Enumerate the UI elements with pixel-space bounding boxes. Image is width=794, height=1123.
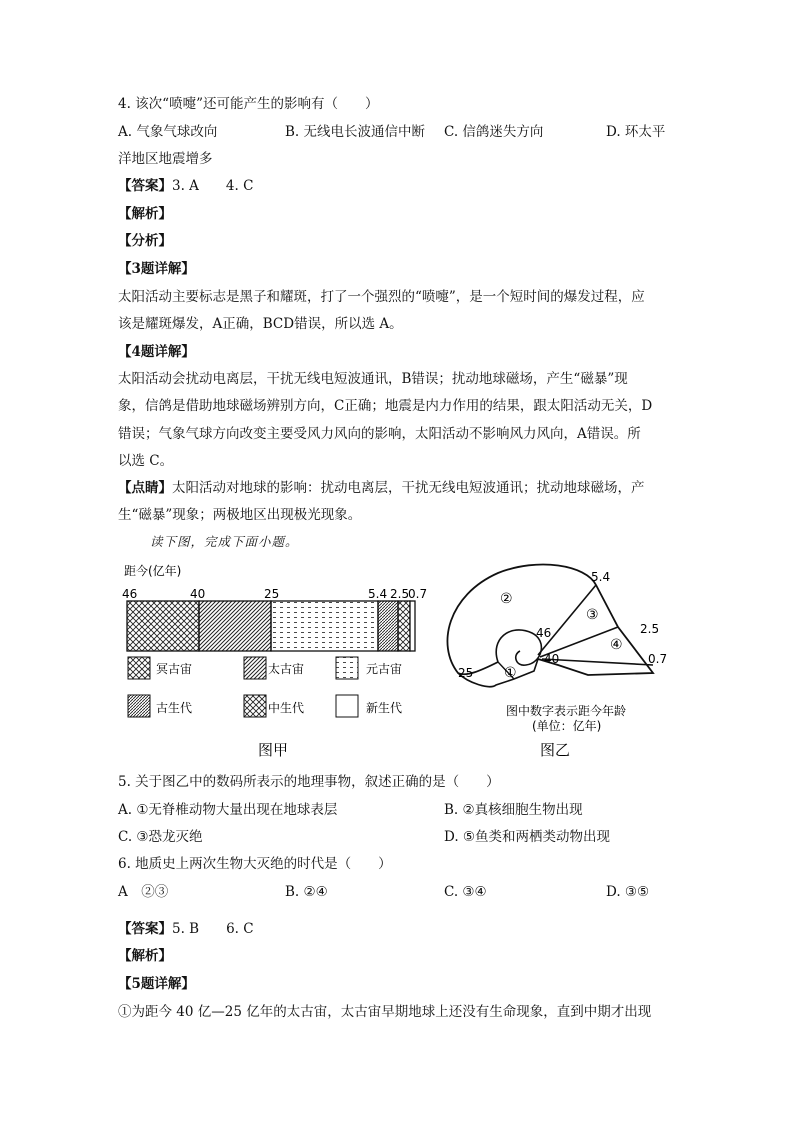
q6-option-d: D. ③⑤ [606,884,650,900]
legend-swatch-xinsheng [336,695,358,717]
figure-svg [118,555,688,765]
jia-tick-25: 25 [264,587,280,601]
jia-tick-0.7: 0.7 [408,587,428,601]
yi-num-2.5: 2.5 [640,622,660,636]
answer-line-1 [118,176,253,196]
jia-axis-label: 距今(亿年) [124,564,182,578]
q5-option-b: B. ②真核细胞生物出现 [444,802,583,818]
yi-region-2: ② [500,591,513,607]
jia-tick-40: 40 [190,587,206,601]
jia-ticks [122,587,427,601]
q6-stem: 6. 地质史上两次生物大灭绝的时代是（ ） [118,856,392,872]
jia-caption: 图甲 [258,741,289,759]
q5-detail-line-1: ①为距今 40 亿—25 亿年的太古宙，太古宙早期地球上还没有生命现象，直到中期才出现 [118,1004,652,1020]
jia-tick-5.4: 5.4 [368,587,388,601]
q4-detail-line-2: 象，信鸽是借助地球磁场辨别方向，C正确；地震是内力作用的结果，跟太阳活动无关，D [118,398,653,414]
jia-tick-46: 46 [122,587,138,601]
q4-detail-line-4: 以选 C。 [118,453,174,469]
q5-stem: 5. 关于图乙中的数码所表示的地理事物，叙述正确的是（ ） [118,774,500,790]
yi-note-line-2: (单位：亿年) [532,719,602,733]
q4-stem: 4. 该次“喷嚏”还可能产生的影响有（ ） [118,96,379,112]
q6-option-c: C. ③④ [444,884,487,900]
yi-num-25: 25 [458,666,474,680]
legend-xinsheng: 新生代 [366,701,403,715]
q4-option-c: C. 信鸽迷失方向 [444,124,544,140]
legend-swatch-zhongsheng [244,695,266,717]
answer-text-2: 5. B 6. C [172,921,254,937]
dianjing-line-1 [118,478,645,498]
q5-detail-heading: 【5题详解】 [118,976,195,992]
yi-region-1: ① [504,665,517,681]
q5-option-c: C. ③恐龙灭绝 [118,829,203,845]
legend-taigu: 太古宙 [268,662,305,676]
yi-spiral-core [496,630,541,665]
read-instruction: 读下图，完成下面小题。 [150,534,299,549]
legend-swatch-minggu [128,657,150,679]
q3-detail-heading: 【3题详解】 [118,261,195,277]
dianjing-line-2: 生“磁暴”现象；两极地区出现极光现象。 [118,507,362,523]
q5-option-a: A. ①无脊椎动物大量出现在地球表层 [118,802,338,818]
q6-option-a: A ②③ [118,884,169,900]
legend-yuangu: 元古宙 [366,662,403,676]
yi-num-5.4: 5.4 [591,570,611,584]
legend-zhongsheng: 中生代 [268,701,305,715]
yi-region-3: ③ [586,607,599,623]
yi-num-0.7: 0.7 [648,652,668,666]
legend-swatch-gusheng [128,695,150,717]
yi-num-46: 46 [536,626,552,640]
dianjing-text: 太阳活动对地球的影响：扰动电离层，干扰无线电短波通讯；扰动地球磁场，产 [172,480,645,496]
fenxi-heading: 【分析】 [118,233,172,249]
analysis-heading-2: 【解析】 [118,948,172,964]
answer-text: 3. A 4. C [172,178,254,194]
jia-bar-taigu [199,601,271,651]
jia-tick-2.5: 2.5 [390,587,410,601]
dianjing-label: 【点睛】 [118,480,172,496]
legend-swatch-taigu [244,657,266,679]
yi-caption: 图乙 [540,741,571,759]
yi-num-40: 40 [544,652,560,666]
legend-gusheng: 古生代 [156,701,193,715]
yi-note-line-1: 图中数字表示距今年龄 [506,704,627,718]
answer-label: 【答案】 [118,178,172,194]
legend-swatch-yuangu [336,657,358,679]
jia-bar-xinsheng [410,601,415,651]
analysis-heading: 【解析】 [118,206,172,222]
q3-detail-line-2: 该是耀斑爆发，A正确，BCD错误，所以选 A。 [118,316,403,332]
jia-bar-minggu [127,601,199,651]
q5-option-d: D. ⑤鱼类和两栖类动物出现 [444,829,611,845]
q6-option-b: B. ②④ [285,884,328,900]
q4-option-a: A. 气象气球改向 [118,124,218,140]
legend-minggu: 冥古宙 [156,662,193,676]
q4-detail-line-3: 错误；气象气球方向改变主要受风力风向的影响，太阳活动不影响风力风向，A错误。所 [118,426,641,442]
q4-detail-line-1: 太阳活动会扰动电离层，干扰无线电短波通讯，B错误；扰动地球磁场，产生“磁暴”现 [118,371,628,387]
q4-option-b: B. 无线电长波通信中断 [285,124,426,140]
answer-line-2 [118,919,254,939]
q4-detail-heading: 【4题详解】 [118,344,195,360]
q4-option-d: D. 环太平 [606,124,666,140]
answer-label-2: 【答案】 [118,921,172,937]
geologic-time-figure [118,555,688,765]
q4-option-d-continued: 洋地区地震增多 [118,151,213,167]
jia-bar-gusheng [378,601,398,651]
jia-bar-zhongsheng [398,601,410,651]
jia-legend [128,657,402,717]
yi-region-4: ④ [610,637,623,653]
q3-detail-line-1: 太阳活动主要标志是黑子和耀斑，打了一个强烈的“喷嚏”，是一个短时间的爆发过程，应 [118,289,645,305]
jia-bar-yuangu [271,601,378,651]
